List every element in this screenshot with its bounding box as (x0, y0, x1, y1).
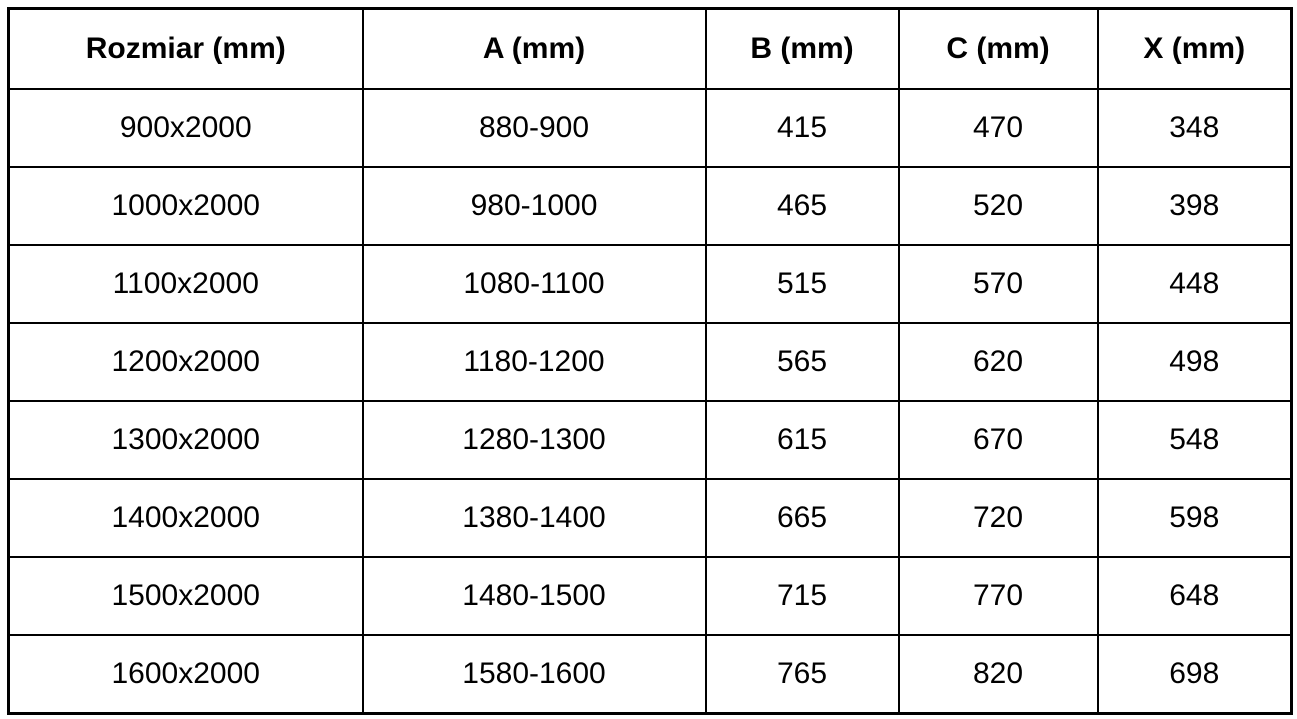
table-cell: 698 (1098, 635, 1292, 714)
table-row (9, 635, 1292, 714)
table-cell: 1380-1400 (363, 479, 706, 557)
table-cell: 1300x2000 (9, 401, 363, 479)
table-cell: 715 (706, 557, 899, 635)
table-row (9, 245, 1292, 323)
table-cell: 670 (899, 401, 1098, 479)
table-row (9, 167, 1292, 245)
size-table (7, 7, 1293, 715)
table-cell: 1400x2000 (9, 479, 363, 557)
table-row (9, 479, 1292, 557)
table-cell: 770 (899, 557, 1098, 635)
table-cell: 1580-1600 (363, 635, 706, 714)
table-row (9, 401, 1292, 479)
table-cell: 498 (1098, 323, 1292, 401)
table-cell: 720 (899, 479, 1098, 557)
table-cell: 980-1000 (363, 167, 706, 245)
table-cell: 398 (1098, 167, 1292, 245)
table-cell: 880-900 (363, 89, 706, 167)
table-cell: 665 (706, 479, 899, 557)
table-cell: 348 (1098, 89, 1292, 167)
table-cell: 520 (899, 167, 1098, 245)
column-header-b: B (mm) (706, 9, 899, 90)
table-row (9, 557, 1292, 635)
table-body (9, 89, 1292, 714)
table-cell: 1200x2000 (9, 323, 363, 401)
table-cell: 648 (1098, 557, 1292, 635)
table-cell: 1100x2000 (9, 245, 363, 323)
column-header-a: A (mm) (363, 9, 706, 90)
table-cell: 1480-1500 (363, 557, 706, 635)
table-cell: 565 (706, 323, 899, 401)
table-cell: 1000x2000 (9, 167, 363, 245)
table-cell: 900x2000 (9, 89, 363, 167)
column-header-x: X (mm) (1098, 9, 1292, 90)
table-cell: 415 (706, 89, 899, 167)
table-cell: 1080-1100 (363, 245, 706, 323)
table-row (9, 323, 1292, 401)
table-cell: 465 (706, 167, 899, 245)
table-cell: 548 (1098, 401, 1292, 479)
column-header-c: C (mm) (899, 9, 1098, 90)
column-header-rozmiar: Rozmiar (mm) (9, 9, 363, 90)
table-cell: 765 (706, 635, 899, 714)
table-cell: 448 (1098, 245, 1292, 323)
table-header-row (9, 9, 1292, 90)
table-row (9, 89, 1292, 167)
table-cell: 1280-1300 (363, 401, 706, 479)
table-cell: 620 (899, 323, 1098, 401)
table-cell: 515 (706, 245, 899, 323)
table-cell: 615 (706, 401, 899, 479)
table-cell: 598 (1098, 479, 1292, 557)
table-cell: 1500x2000 (9, 557, 363, 635)
table-cell: 1180-1200 (363, 323, 706, 401)
table-cell: 820 (899, 635, 1098, 714)
table-cell: 1600x2000 (9, 635, 363, 714)
table-cell: 570 (899, 245, 1098, 323)
table-cell: 470 (899, 89, 1098, 167)
